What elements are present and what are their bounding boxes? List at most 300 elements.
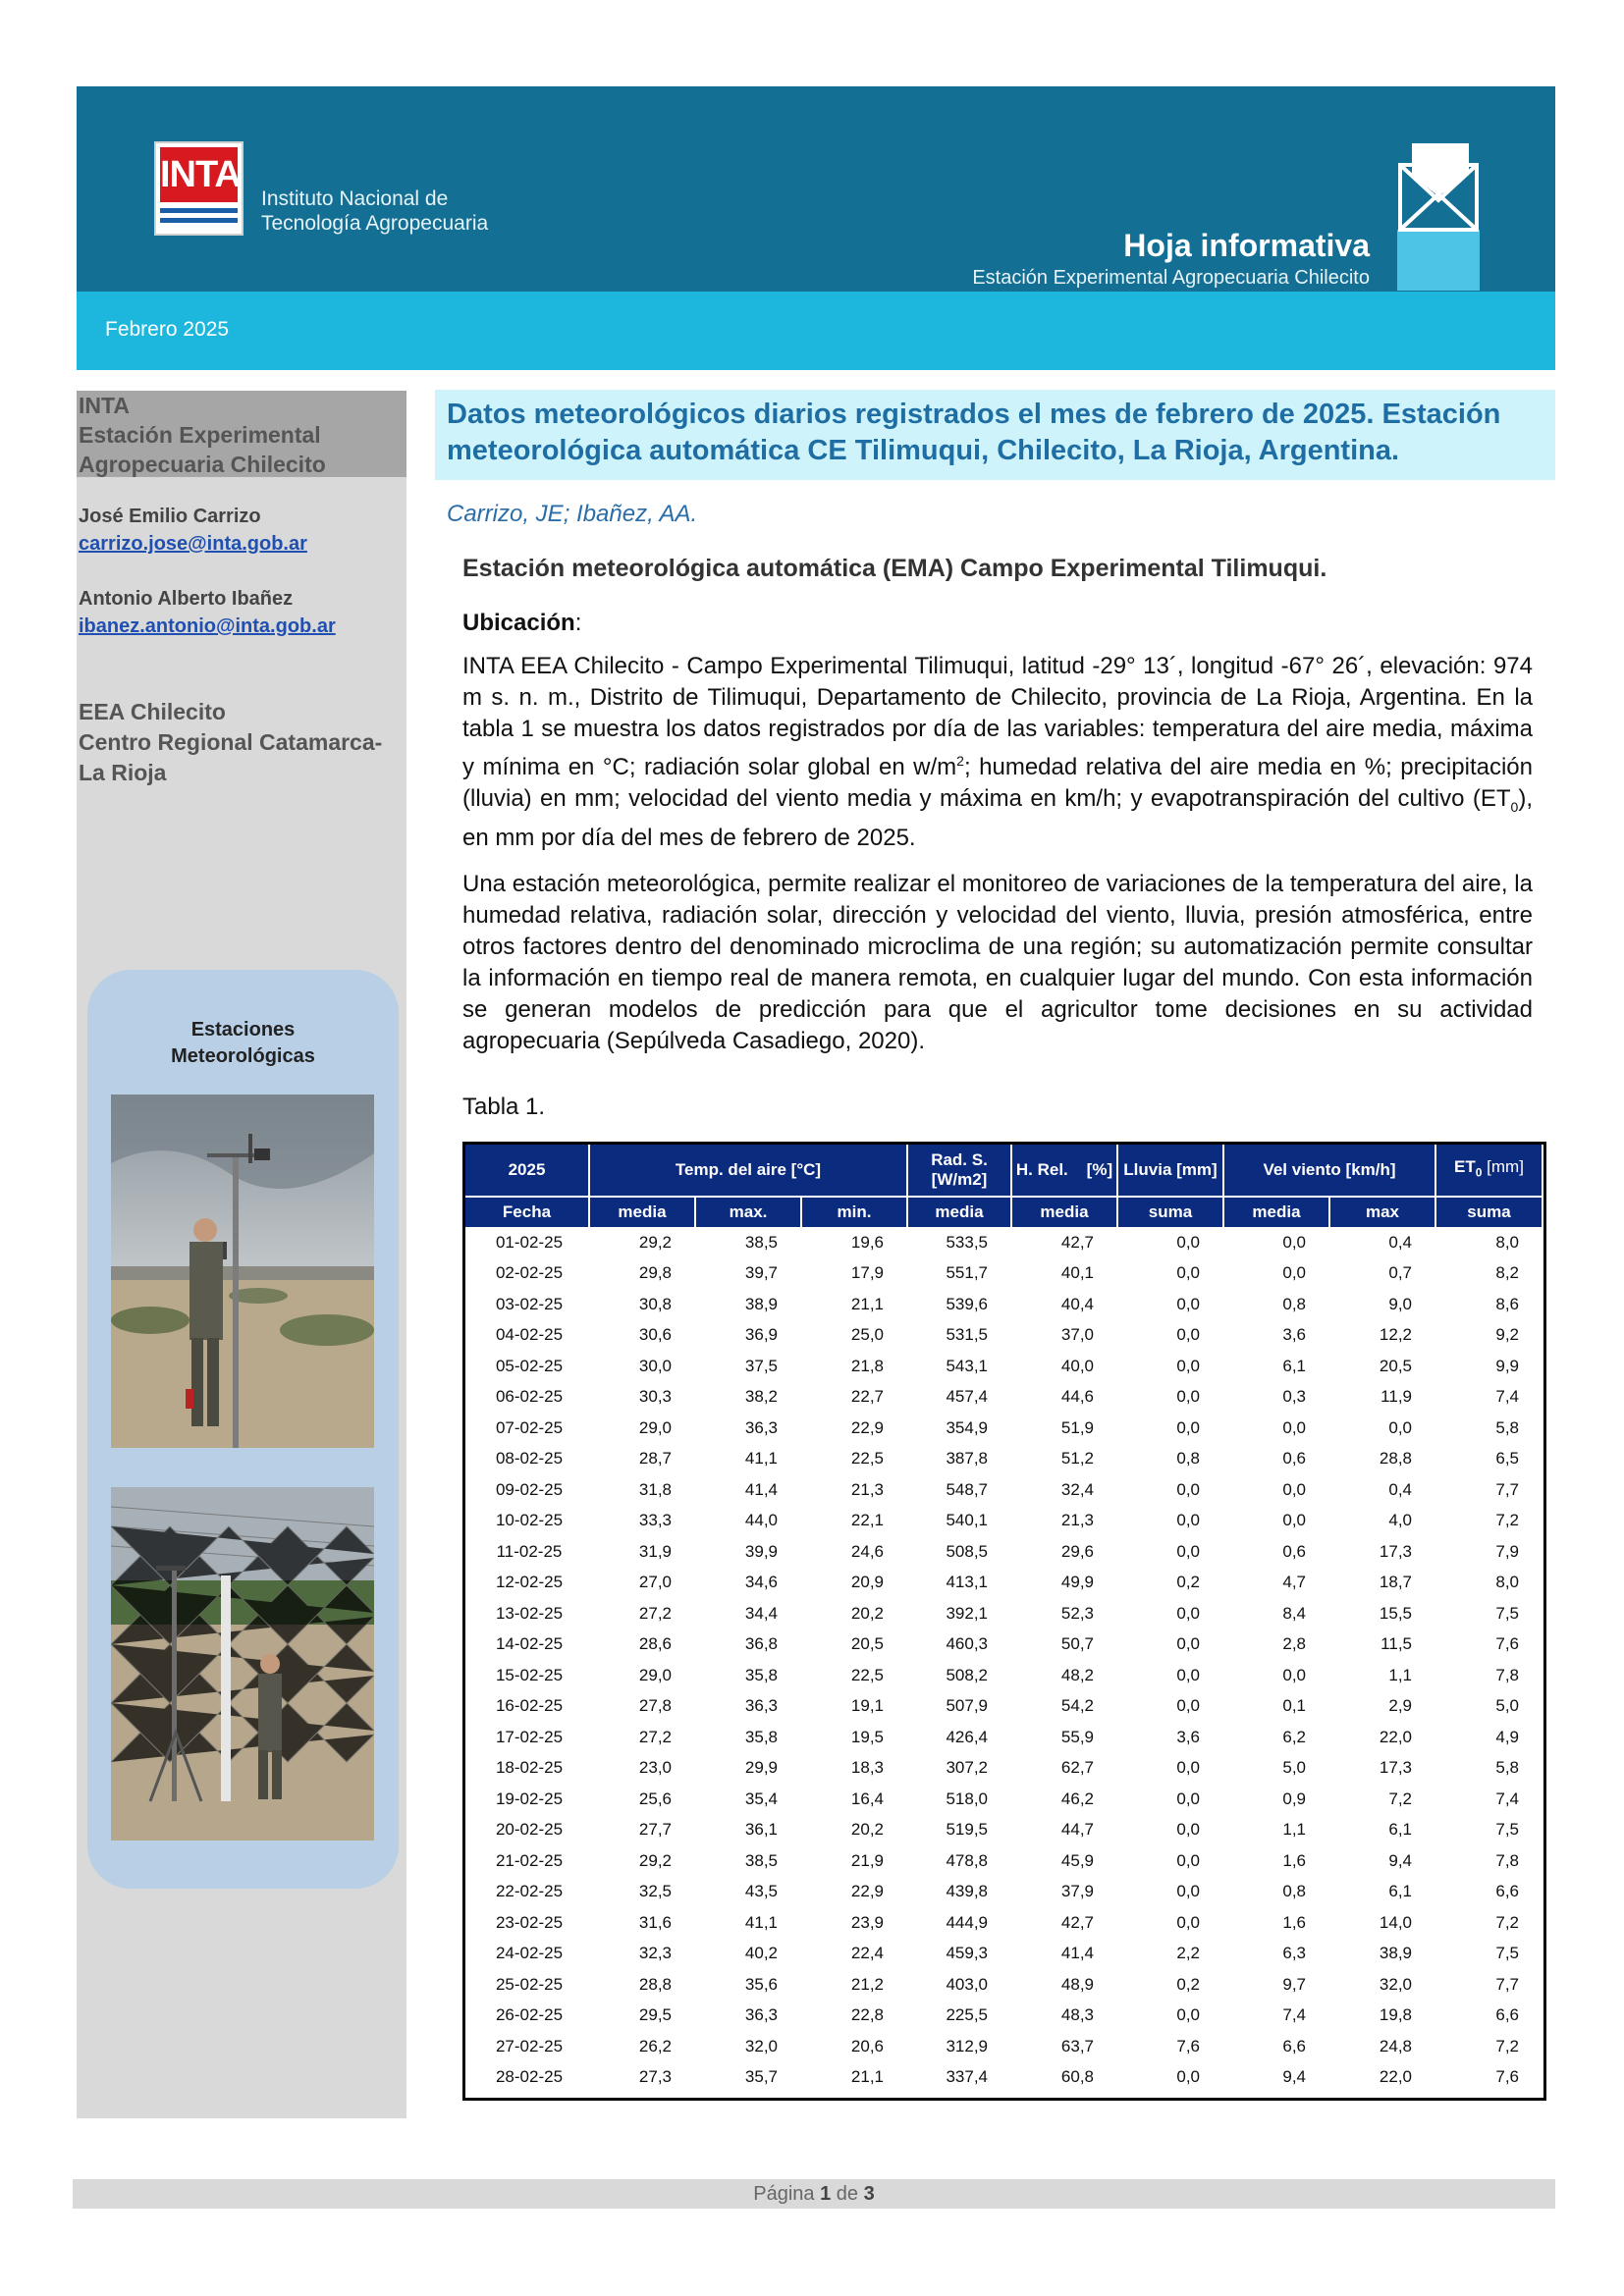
value-cell: 45,9 — [1060, 1850, 1094, 1870]
value-cell: 508,5 — [946, 1541, 988, 1561]
value-cell: 19,1 — [850, 1696, 884, 1716]
value-cell: 0,0 — [1176, 1263, 1200, 1283]
value-cell: 44,7 — [1060, 1820, 1094, 1840]
value-cell: 62,7 — [1060, 1758, 1094, 1778]
table-row — [465, 2001, 1543, 2032]
value-cell: 16,4 — [850, 1789, 884, 1808]
value-cell: 55,9 — [1060, 1727, 1094, 1746]
value-cell: 28,6 — [638, 1634, 672, 1654]
value-cell: 0,2 — [1176, 1573, 1200, 1592]
value-cell: 7,5 — [1495, 1603, 1519, 1623]
description-paragraph: Una estación meteorológica, permite realizar el monitoreo de variaciones de la temperatura del aire, la humedad relativa, radiación solar, dirección y velocidad del viento, lluvia, presión atmosférica, entre otros factores dentro del denominado microclima de una región; su automatización permite consultar la información en tiempo real de manera remota, en cualquier lugar del mundo. Con esta información se generan modelos de predicción para que el agricultor tome decisiones en su actividad agropecuaria (Sepúlveda Casadiego, 2020). — [462, 871, 1533, 1054]
value-cell: 30,6 — [638, 1325, 672, 1345]
value-cell: 48,9 — [1060, 1974, 1094, 1994]
author-name: Antonio Alberto Ibañez — [79, 588, 294, 610]
value-cell: 5,0 — [1495, 1696, 1519, 1716]
value-cell: 60,8 — [1060, 2067, 1094, 2087]
rain-header: Lluvia [mm] — [1117, 1145, 1223, 1197]
value-cell: 38,9 — [744, 1294, 778, 1313]
envelope-icon — [1394, 135, 1483, 291]
value-cell: 48,3 — [1060, 2005, 1094, 2025]
value-cell: 0,0 — [1388, 1417, 1412, 1437]
date-cell: 28-02-25 — [495, 2067, 564, 2087]
value-cell: 27,2 — [638, 1727, 672, 1746]
author-email-link[interactable]: ibanez.antonio@inta.gob.ar — [79, 615, 336, 637]
value-cell: 31,9 — [638, 1541, 672, 1561]
value-cell: 392,1 — [946, 1603, 988, 1623]
value-cell: 4,9 — [1495, 1727, 1519, 1746]
value-cell: 7,8 — [1495, 1665, 1519, 1684]
value-cell: 7,8 — [1495, 1850, 1519, 1870]
value-cell: 20,9 — [850, 1573, 884, 1592]
column-subheader: max — [1329, 1197, 1435, 1227]
table-row — [465, 2031, 1543, 2062]
column-subheader: min. — [801, 1197, 907, 1227]
weather-data-table — [462, 1142, 1546, 2101]
value-cell: 35,4 — [744, 1789, 778, 1808]
value-cell: 337,4 — [946, 2067, 988, 2087]
value-cell: 22,0 — [1379, 2067, 1412, 2087]
value-cell: 0,6 — [1282, 1541, 1306, 1561]
column-subheader: media — [1011, 1197, 1117, 1227]
logo-text: INTA — [160, 147, 238, 202]
value-cell: 4,7 — [1282, 1573, 1306, 1592]
value-cell: 9,0 — [1388, 1294, 1412, 1313]
table-row — [465, 2062, 1543, 2094]
value-cell: 22,7 — [850, 1387, 884, 1407]
main-title: Datos meteorológicos diarios registrados el mes de febrero de 2025. Estación meteorológica automática CE Tilimuqui, Chilecito, La Rioja, Argentina. — [435, 390, 1555, 480]
value-cell: 9,4 — [1388, 1850, 1412, 1870]
table-row — [465, 1598, 1543, 1629]
value-cell: 11,9 — [1380, 1387, 1412, 1407]
value-cell: 0,0 — [1176, 1696, 1200, 1716]
org-name: Instituto Nacional de Tecnología Agropecuaria — [261, 187, 489, 235]
wind-header: Vel viento [km/h] — [1223, 1145, 1435, 1197]
column-subheader: media — [589, 1197, 695, 1227]
ubicacion-label: Ubicación: — [462, 610, 582, 636]
date-cell: 07-02-25 — [495, 1417, 564, 1437]
value-cell: 22,0 — [1379, 1727, 1412, 1746]
date-cell: 14-02-25 — [495, 1634, 564, 1654]
value-cell: 37,5 — [744, 1356, 778, 1375]
value-cell: 8,4 — [1282, 1603, 1306, 1623]
value-cell: 0,0 — [1176, 1634, 1200, 1654]
value-cell: 28,7 — [638, 1449, 672, 1468]
table-row — [465, 1320, 1543, 1352]
date-cell: 25-02-25 — [495, 1974, 564, 1994]
regional-center: EEA Chilecito Centro Regional Catamarca- La Rioja — [79, 699, 383, 785]
value-cell: 2,2 — [1176, 1944, 1200, 1963]
value-cell: 1,1 — [1388, 1665, 1412, 1684]
value-cell: 44,6 — [1060, 1387, 1094, 1407]
value-cell: 8,2 — [1495, 1263, 1519, 1283]
date-cell: 01-02-25 — [495, 1232, 564, 1252]
table-row — [465, 1444, 1543, 1475]
page-number: 1 — [820, 2183, 832, 2205]
value-cell: 27,0 — [638, 1573, 672, 1592]
value-cell: 32,4 — [1060, 1479, 1094, 1499]
value-cell: 43,5 — [744, 1882, 778, 1901]
value-cell: 0,0 — [1176, 1541, 1200, 1561]
value-cell: 18,3 — [850, 1758, 884, 1778]
value-cell: 7,4 — [1495, 1789, 1519, 1808]
value-cell: 439,8 — [946, 1882, 988, 1901]
value-cell: 3,6 — [1282, 1325, 1306, 1345]
value-cell: 22,5 — [850, 1665, 884, 1684]
table-row — [465, 1629, 1543, 1661]
value-cell: 28,8 — [1379, 1449, 1412, 1468]
value-cell: 39,9 — [744, 1541, 778, 1561]
value-cell: 27,2 — [638, 1603, 672, 1623]
date-cell: 04-02-25 — [495, 1325, 564, 1345]
date-cell: 10-02-25 — [495, 1511, 564, 1530]
value-cell: 23,9 — [850, 1912, 884, 1932]
value-cell: 354,9 — [946, 1417, 988, 1437]
inta-logo — [156, 143, 242, 234]
table-row — [465, 1969, 1543, 2001]
value-cell: 38,5 — [744, 1232, 778, 1252]
value-cell: 20,5 — [1379, 1356, 1412, 1375]
date-cell: 08-02-25 — [495, 1449, 564, 1468]
column-subheader: media — [907, 1197, 1011, 1227]
value-cell: 0,0 — [1176, 1232, 1200, 1252]
value-cell: 403,0 — [946, 1974, 988, 1994]
value-cell: 0,0 — [1176, 1294, 1200, 1313]
value-cell: 459,3 — [946, 1944, 988, 1963]
value-cell: 37,9 — [1060, 1882, 1094, 1901]
value-cell: 40,4 — [1060, 1294, 1094, 1313]
value-cell: 20,5 — [850, 1634, 884, 1654]
table-row — [465, 1939, 1543, 1970]
table-row — [465, 1660, 1543, 1691]
value-cell: 0,0 — [1176, 1758, 1200, 1778]
value-cell: 27,7 — [638, 1820, 672, 1840]
value-cell: 9,4 — [1282, 2067, 1306, 2087]
value-cell: 44,0 — [744, 1511, 778, 1530]
value-cell: 20,2 — [850, 1603, 884, 1623]
value-cell: 41,4 — [1060, 1944, 1094, 1963]
table-row — [465, 1753, 1543, 1785]
value-cell: 32,0 — [1379, 1974, 1412, 1994]
value-cell: 7,9 — [1495, 1541, 1519, 1561]
value-cell: 32,3 — [638, 1944, 672, 1963]
value-cell: 49,9 — [1060, 1573, 1094, 1592]
table-row — [465, 1227, 1543, 1258]
value-cell: 36,3 — [744, 1696, 778, 1716]
value-cell: 17,9 — [850, 1263, 884, 1283]
value-cell: 21,2 — [850, 1974, 884, 1994]
value-cell: 30,0 — [638, 1356, 672, 1375]
value-cell: 539,6 — [946, 1294, 988, 1313]
value-cell: 6,5 — [1495, 1449, 1519, 1468]
value-cell: 1,6 — [1282, 1850, 1306, 1870]
value-cell: 36,3 — [744, 1417, 778, 1437]
value-cell: 31,6 — [638, 1912, 672, 1932]
value-cell: 508,2 — [946, 1665, 988, 1684]
value-cell: 9,2 — [1495, 1325, 1519, 1345]
value-cell: 22,8 — [850, 2005, 884, 2025]
value-cell: 0,1 — [1282, 1696, 1306, 1716]
value-cell: 6,3 — [1282, 1944, 1306, 1963]
value-cell: 387,8 — [946, 1449, 988, 1468]
value-cell: 0,0 — [1282, 1263, 1306, 1283]
value-cell: 63,7 — [1060, 2036, 1094, 2056]
value-cell: 35,6 — [744, 1974, 778, 1994]
value-cell: 28,8 — [638, 1974, 672, 1994]
table-row — [465, 1568, 1543, 1599]
author-email-link[interactable]: carrizo.jose@inta.gob.ar — [79, 533, 307, 555]
value-cell: 1,1 — [1282, 1820, 1306, 1840]
value-cell: 7,4 — [1282, 2005, 1306, 2025]
column-subheader: Fecha — [465, 1197, 589, 1227]
value-cell: 40,0 — [1060, 1356, 1094, 1375]
value-cell: 7,7 — [1495, 1479, 1519, 1499]
sidebar-title: INTA Estación Experimental Agropecuaria Chilecito — [77, 391, 406, 477]
value-cell: 0,0 — [1176, 1789, 1200, 1808]
value-cell: 39,7 — [744, 1263, 778, 1283]
doc-type-title: Hoja informativa — [1123, 228, 1370, 263]
value-cell: 0,0 — [1282, 1665, 1306, 1684]
rad-header: Rad. S. [W/m2] — [907, 1145, 1011, 1197]
value-cell: 7,2 — [1495, 1912, 1519, 1932]
value-cell: 6,2 — [1282, 1727, 1306, 1746]
value-cell: 26,2 — [638, 2036, 672, 2056]
value-cell: 36,9 — [744, 1325, 778, 1345]
value-cell: 32,0 — [744, 2036, 778, 2056]
value-cell: 0,0 — [1176, 1356, 1200, 1375]
value-cell: 46,2 — [1060, 1789, 1094, 1808]
value-cell: 7,2 — [1388, 1789, 1412, 1808]
value-cell: 11,5 — [1380, 1634, 1412, 1654]
value-cell: 21,1 — [850, 2067, 884, 2087]
value-cell: 0,3 — [1282, 1387, 1306, 1407]
date-cell: 09-02-25 — [495, 1479, 564, 1499]
value-cell: 27,8 — [638, 1696, 672, 1716]
date-cell: 18-02-25 — [495, 1758, 564, 1778]
value-cell: 22,9 — [850, 1417, 884, 1437]
value-cell: 22,9 — [850, 1882, 884, 1901]
value-cell: 52,3 — [1060, 1603, 1094, 1623]
value-cell: 0,0 — [1176, 1387, 1200, 1407]
table-row — [465, 1784, 1543, 1815]
value-cell: 478,8 — [946, 1850, 988, 1870]
value-cell: 0,0 — [1176, 1665, 1200, 1684]
value-cell: 0,8 — [1282, 1294, 1306, 1313]
value-cell: 29,8 — [638, 1263, 672, 1283]
et-header: $ET_0$ [mm] — [1435, 1145, 1543, 1197]
value-cell: 5,8 — [1495, 1417, 1519, 1437]
value-cell: 7,5 — [1495, 1944, 1519, 1963]
value-cell: 19,6 — [850, 1232, 884, 1252]
value-cell: 225,5 — [946, 2005, 988, 2025]
value-cell: 518,0 — [946, 1789, 988, 1808]
value-cell: 6,6 — [1495, 2005, 1519, 2025]
value-cell: 41,1 — [744, 1912, 778, 1932]
section-heading: Estación meteorológica automática (EMA) Campo Experimental Tilimuqui. — [462, 555, 1327, 582]
date-cell: 16-02-25 — [495, 1696, 564, 1716]
station-subtitle: Estación Experimental Agropecuaria Chilecito — [972, 267, 1370, 289]
value-cell: 444,9 — [946, 1912, 988, 1932]
value-cell: 9,7 — [1282, 1974, 1306, 1994]
date-cell: 23-02-25 — [495, 1912, 564, 1932]
value-cell: 7,4 — [1495, 1387, 1519, 1407]
date-cell: 19-02-25 — [495, 1789, 564, 1808]
table-row — [465, 1351, 1543, 1382]
value-cell: 426,4 — [946, 1727, 988, 1746]
date-cell: 17-02-25 — [495, 1727, 564, 1746]
value-cell: 42,7 — [1060, 1912, 1094, 1932]
value-cell: 8,0 — [1495, 1573, 1519, 1592]
value-cell: 17,3 — [1379, 1758, 1412, 1778]
value-cell: 29,9 — [744, 1758, 778, 1778]
column-subheader: suma — [1117, 1197, 1223, 1227]
weather-station-photo — [111, 1095, 374, 1448]
value-cell: 50,7 — [1060, 1634, 1094, 1654]
value-cell: 0,8 — [1176, 1449, 1200, 1468]
value-cell: 5,8 — [1495, 1758, 1519, 1778]
value-cell: 21,9 — [850, 1850, 884, 1870]
date-cell: 24-02-25 — [495, 1944, 564, 1963]
location-paragraph: INTA EEA Chilecito - Campo Experimental Tilimuqui, latitud -29° 13´, longitud -67° 26´, elevación: 974 m s. n. m., Distrito de Tilimuqui, Departamento de Chilecito, provincia de La Rioja, Argentina. En la tabla 1 se muestra los datos registrados por día de las variables: temperatura del aire media, máxima y mínima en °C; radiación solar global en $w/m^2$; humedad relativa del aire media en %; precipitación (lluvia) en mm; velocidad del viento media y máxima en km/h; y evapotranspiración del cultivo $(ET_0)$, en mm por día del mes de febrero de 2025. — [462, 653, 1533, 851]
value-cell: 0,0 — [1176, 2067, 1200, 2087]
value-cell: 29,2 — [638, 1232, 672, 1252]
value-cell: 0,0 — [1176, 1820, 1200, 1840]
value-cell: 8,0 — [1495, 1232, 1519, 1252]
value-cell: 7,6 — [1495, 1634, 1519, 1654]
value-cell: 8,6 — [1495, 1294, 1519, 1313]
value-cell: 0,0 — [1176, 1417, 1200, 1437]
value-cell: 0,0 — [1176, 1912, 1200, 1932]
value-cell: 540,1 — [946, 1511, 988, 1530]
table-row — [465, 1289, 1543, 1320]
value-cell: 0,0 — [1176, 1511, 1200, 1530]
value-cell: 307,2 — [946, 1758, 988, 1778]
value-cell: 0,8 — [1282, 1882, 1306, 1901]
date-cell: 03-02-25 — [495, 1294, 564, 1313]
value-cell: 0,4 — [1388, 1232, 1412, 1252]
value-cell: 34,6 — [744, 1573, 778, 1592]
value-cell: 20,2 — [850, 1820, 884, 1840]
value-cell: 22,1 — [850, 1511, 884, 1530]
value-cell: 36,3 — [744, 2005, 778, 2025]
value-cell: 21,1 — [850, 1294, 884, 1313]
value-cell: 40,2 — [744, 1944, 778, 1963]
value-cell: 37,0 — [1060, 1325, 1094, 1345]
value-cell: 51,2 — [1060, 1449, 1094, 1468]
value-cell: 29,6 — [1060, 1541, 1094, 1561]
value-cell: 7,6 — [1495, 2067, 1519, 2087]
value-cell: 36,8 — [744, 1634, 778, 1654]
value-cell: 51,9 — [1060, 1417, 1094, 1437]
value-cell: 29,2 — [638, 1850, 672, 1870]
value-cell: 0,0 — [1176, 2005, 1200, 2025]
value-cell: 6,1 — [1388, 1882, 1412, 1901]
issue-date: Febrero 2025 — [105, 318, 230, 341]
value-cell: 29,0 — [638, 1665, 672, 1684]
value-cell: 25,0 — [850, 1325, 884, 1345]
table-row — [465, 1815, 1543, 1846]
date-cell: 22-02-25 — [495, 1882, 564, 1901]
authors-line: Carrizo, JE; Ibañez, AA. — [447, 501, 698, 527]
value-cell: 36,1 — [744, 1820, 778, 1840]
value-cell: 27,3 — [638, 2067, 672, 2087]
value-cell: 35,8 — [744, 1727, 778, 1746]
stations-panel-title: Estaciones Meteorológicas — [171, 1019, 315, 1067]
value-cell: 33,3 — [638, 1511, 672, 1530]
table-row — [465, 1722, 1543, 1753]
value-cell: 413,1 — [946, 1573, 988, 1592]
value-cell: 41,4 — [744, 1479, 778, 1499]
year-header: 2025 — [465, 1145, 589, 1197]
column-subheader: media — [1223, 1197, 1329, 1227]
value-cell: 25,6 — [638, 1789, 672, 1808]
value-cell: 0,2 — [1176, 1974, 1200, 1994]
value-cell: 7,5 — [1495, 1820, 1519, 1840]
value-cell: 54,2 — [1060, 1696, 1094, 1716]
date-cell: 11-02-25 — [496, 1541, 563, 1561]
value-cell: 6,1 — [1388, 1820, 1412, 1840]
table-row — [465, 1907, 1543, 1939]
value-cell: 533,5 — [946, 1232, 988, 1252]
value-cell: 6,6 — [1495, 1882, 1519, 1901]
table-row — [465, 1845, 1543, 1877]
value-cell: 38,5 — [744, 1850, 778, 1870]
value-cell: 35,8 — [744, 1665, 778, 1684]
value-cell: 24,8 — [1379, 2036, 1412, 2056]
value-cell: 0,0 — [1176, 1603, 1200, 1623]
value-cell: 548,7 — [946, 1479, 988, 1499]
column-subheader: max. — [695, 1197, 801, 1227]
value-cell: 0,0 — [1282, 1479, 1306, 1499]
value-cell: 23,0 — [638, 1758, 672, 1778]
value-cell: 0,0 — [1176, 1882, 1200, 1901]
value-cell: 0,4 — [1388, 1479, 1412, 1499]
value-cell: 0,0 — [1176, 1479, 1200, 1499]
value-cell: 22,4 — [850, 1944, 884, 1963]
table-row — [465, 1413, 1543, 1444]
value-cell: 34,4 — [744, 1603, 778, 1623]
value-cell: 38,2 — [744, 1387, 778, 1407]
value-cell: 519,5 — [946, 1820, 988, 1840]
value-cell: 17,3 — [1379, 1541, 1412, 1561]
date-cell: 05-02-25 — [495, 1356, 564, 1375]
table-row — [465, 1474, 1543, 1506]
value-cell: 20,6 — [850, 2036, 884, 2056]
value-cell: 0,0 — [1282, 1511, 1306, 1530]
date-cell: 26-02-25 — [495, 2005, 564, 2025]
value-cell: 7,6 — [1176, 2036, 1200, 2056]
value-cell: 18,7 — [1379, 1573, 1412, 1592]
value-cell: 21,3 — [850, 1479, 884, 1499]
value-cell: 9,9 — [1495, 1356, 1519, 1375]
date-cell: 21-02-25 — [495, 1850, 564, 1870]
date-cell: 13-02-25 — [495, 1603, 564, 1623]
value-cell: 0,6 — [1282, 1449, 1306, 1468]
value-cell: 531,5 — [946, 1325, 988, 1345]
value-cell: 35,7 — [744, 2067, 778, 2087]
date-cell: 02-02-25 — [495, 1263, 564, 1283]
value-cell: 31,8 — [638, 1479, 672, 1499]
date-cell: 06-02-25 — [495, 1387, 564, 1407]
value-cell: 2,8 — [1282, 1634, 1306, 1654]
value-cell: 14,0 — [1379, 1912, 1412, 1932]
hrel-header: H. Rel. [%] — [1011, 1145, 1117, 1197]
value-cell: 12,2 — [1379, 1325, 1412, 1345]
value-cell: 21,3 — [1060, 1511, 1094, 1530]
table-row — [465, 1258, 1543, 1290]
value-cell: 7,2 — [1495, 1511, 1519, 1530]
date-cell: 15-02-25 — [495, 1665, 564, 1684]
